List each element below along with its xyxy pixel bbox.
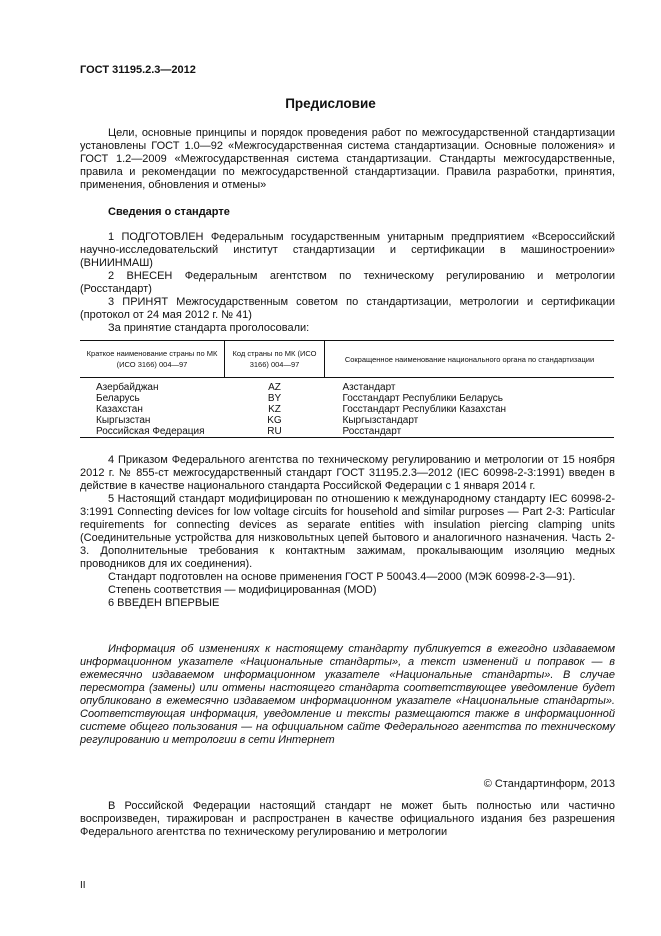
changes-info-paragraph: Информация об изменениях к настоящему стандарту публикуется в ежегодно издаваемом информационном указателе «Национальные стандарты», а текст изменений и поправок — в ежемесячно издаваемом информационном указателе «Национальные стандарты». В случае пересмотра (замены) или отмены настоящего стандарта соответствующее уведомление будет опубликовано в ежемесячно издаваемом информационном указателе «Национальные стандарты». Соответствующая информация, уведомление и тексты размещаются также в информационной системе общего пользования — на официальном сайте Федерального агентства по техническому регулированию и метрологии в сети Интернет bbox=[80, 643, 615, 746]
authority-cell: Азстандарт bbox=[342, 382, 396, 393]
code-cell: KZ bbox=[268, 404, 281, 415]
item-5-basis: Стандарт подготовлен на основе применения ГОСТ Р 50043.4—2000 (МЭК 60998-2-3—91). bbox=[108, 571, 576, 583]
rights-notice: В Российской Федерации настоящий стандарт не может быть полностью или частично воспроизведен, тиражирован и распространен в качестве официального издания без разрешения Федерального агентства по техническому регулированию и метрологии bbox=[80, 800, 615, 838]
table-row bbox=[80, 426, 614, 438]
item-5: 5 Настоящий стандарт модифицирован по отношению к международному стандарту IEC 60998-2-3:1991 Connecting devices for low voltage circuits for household and similar purposes — Part 2-3: Particular requirements for connecting devices as separate entities with insulation piercing clamping units (Соединительные устройства для низковольтных цепей бытового и аналогичного назначения. Часть 2-3. Дополнительные требования к контактным зажимам, прокалывающим изоляцию медных проводников для их соединения). bbox=[80, 493, 615, 570]
code-cell: BY bbox=[267, 393, 282, 404]
column-header-code: Код страны по МК (ИСО 3166) 004—97 bbox=[225, 341, 325, 378]
table-row bbox=[80, 378, 614, 394]
country-cell: Российская Федерация bbox=[80, 426, 225, 438]
document-header: ГОСТ 31195.2.3—2012 bbox=[80, 64, 196, 76]
column-header-country: Краткое наименование страны по МК (ИСО 3166) 004—97 bbox=[80, 341, 225, 378]
item-5-degree: Степень соответствия — модифицированная (MOD) bbox=[108, 584, 377, 596]
country-cell: Беларусь bbox=[96, 393, 140, 404]
table-row bbox=[80, 393, 614, 404]
intro-paragraph: Цели, основные принципы и порядок проведения работ по межгосударственной стандартизации установлены ГОСТ 1.0—92 «Межгосударственная система стандартизации. Основные положения» и ГОСТ 1.2—2009 «Межгосударственная система стандартизации. Стандарты межгосударственные, правила и рекомендации по межгосударственной стандартизации. Правила разработки, принятия, применения, обновления и отмены» bbox=[80, 127, 615, 191]
table-row bbox=[80, 415, 614, 426]
copyright-notice: © Стандартинформ, 2013 bbox=[483, 778, 615, 790]
page-number: II bbox=[80, 880, 86, 891]
authority-cell: Кыргызстандарт bbox=[342, 415, 419, 426]
item-4: 4 Приказом Федерального агентства по техническому регулированию и метрологии от 15 ноября 2012 г. № 855-ст межгосударственный стандарт ГОСТ 31195.2.3—2012 (IEC 60998-2-3:1991) введен в действие в качестве национального стандарта Российской Федерации с 1 января 2014 г. bbox=[80, 454, 615, 492]
authority-cell: Госстандарт Республики Беларусь bbox=[342, 393, 503, 404]
authority-cell: Росстандарт bbox=[325, 426, 615, 438]
item-3: 3 ПРИНЯТ Межгосударственным советом по стандартизации, метрологии и сертификации (протокол от 24 мая 2012 г. № 41) bbox=[80, 296, 615, 321]
country-cell: Кыргызстан bbox=[96, 415, 151, 426]
section-title: Сведения о стандарте bbox=[108, 206, 230, 218]
column-header-authority: Сокращенное наименование национального органа по стандартизации bbox=[325, 341, 615, 378]
item-1: 1 ПОДГОТОВЛЕН Федеральным государственным унитарным предприятием «Всероссийский научно-исследовательский институт стандартизации и сертификации в машиностроении» (ВНИИНМАШ) bbox=[80, 231, 615, 269]
code-cell: RU bbox=[225, 426, 325, 438]
authority-cell: Госстандарт Республики Казахстан bbox=[342, 404, 507, 415]
page-title: Предисловие bbox=[285, 96, 376, 111]
item-6: 6 ВВЕДЕН ВПЕРВЫЕ bbox=[108, 597, 220, 609]
code-cell: KG bbox=[267, 415, 282, 426]
item-3-votes: За принятие стандарта проголосовали: bbox=[108, 322, 310, 334]
country-cell: Азербайджан bbox=[96, 382, 159, 393]
code-cell: AZ bbox=[268, 382, 281, 393]
country-cell: Казахстан bbox=[96, 404, 143, 415]
table-row bbox=[80, 404, 614, 415]
table-header-row bbox=[80, 341, 614, 378]
item-2: 2 ВНЕСЕН Федеральным агентством по техническому регулированию и метрологии (Росстандарт) bbox=[80, 270, 615, 295]
voting-table bbox=[80, 340, 614, 438]
